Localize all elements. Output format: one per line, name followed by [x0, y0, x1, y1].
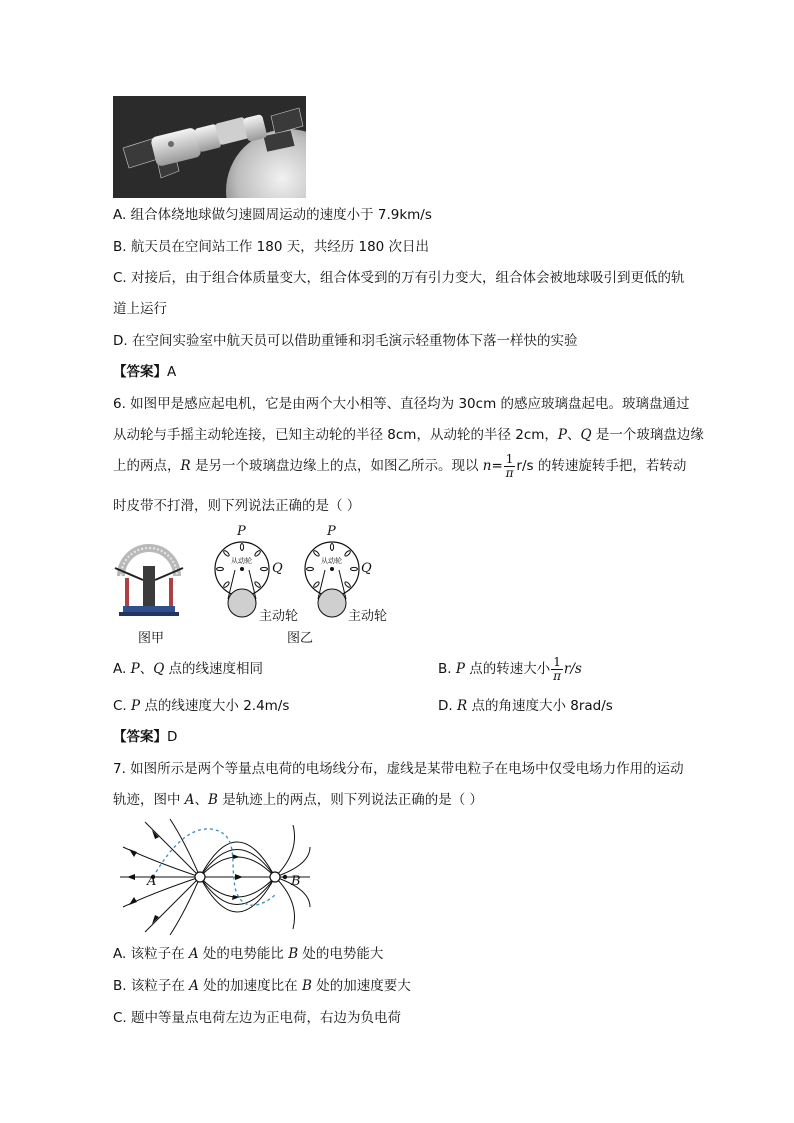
- symbol-b: B: [288, 946, 299, 962]
- q7-text: 是轨迹上的两点，则下列说法正确的是（ ）: [217, 792, 484, 808]
- option-label: D.: [438, 698, 457, 714]
- fraction-one-over-pi: [551, 656, 563, 683]
- option-label: C.: [113, 698, 132, 714]
- q7-stem-line2: [113, 790, 483, 810]
- symbol-r: R: [456, 698, 468, 714]
- q6-text: 从动轮与手摇主动轮连接，已知主动轮的半径 8cm，从动轮的半径 2cm，: [113, 427, 558, 443]
- caption-figure-jia: 图甲: [138, 631, 165, 646]
- label-driver-right: 主动轮: [348, 609, 388, 624]
- q6-text: 是另一个玻璃盘边缘上的点，如图乙所示。现以: [190, 458, 483, 474]
- symbol-a: A: [184, 792, 195, 808]
- label-driver-left: 主动轮: [259, 609, 299, 624]
- fraction-denominator: π: [553, 668, 562, 683]
- symbol-r: R: [180, 458, 191, 474]
- answer-tag: 【答案】: [113, 729, 167, 745]
- equals: =: [491, 458, 503, 474]
- symbol-n: n: [482, 458, 492, 474]
- q6-stem-line2: [113, 425, 704, 445]
- electric-field-diagram: [115, 817, 315, 937]
- option-text: 点的线速度相同: [164, 661, 264, 677]
- q5-option-b: B. 航天员在空间站工作 180 天，共经历 180 次日出: [113, 239, 430, 255]
- option-text: 处的电势能大: [298, 946, 384, 962]
- answer-tag: 【答案】: [113, 364, 167, 380]
- q5-option-c-line2: 道上运行: [113, 301, 167, 317]
- fraction-one-over-pi: [504, 453, 516, 480]
- q5-option-c-line1: C. 对接后，由于组合体质量变大，组合体受到的万有引力变大，组合体会被地球吸引到更低的轨: [113, 270, 685, 286]
- option-text: 点的线速度大小 2.4m/s: [140, 698, 290, 714]
- label-q-left: Q: [272, 561, 283, 576]
- symbol-p: P: [455, 661, 465, 677]
- q5-answer: [113, 362, 176, 382]
- fraction-numerator: 1: [505, 451, 514, 466]
- fraction-numerator: 1: [553, 654, 561, 669]
- separator: 、: [139, 661, 154, 677]
- right-charge: [270, 872, 280, 882]
- symbol-a: A: [188, 946, 199, 962]
- symbol-p: P: [557, 427, 567, 443]
- symbol-q: Q: [153, 661, 165, 677]
- q6-text: r/s 的转速旋转手把，若转动: [516, 458, 687, 474]
- symbol-p: P: [130, 661, 140, 677]
- q7-option-c: C. 题中等量点电荷左边为正电荷，右边为负电荷: [113, 1010, 402, 1026]
- caption-figure-yi: 图乙: [287, 631, 314, 646]
- label-a: A: [147, 874, 157, 889]
- left-charge: [195, 872, 205, 882]
- option-label: A.: [113, 661, 131, 677]
- separator: 、: [567, 427, 581, 443]
- q6-text: 是一个玻璃盘边缘: [591, 427, 704, 443]
- option-text: B. 该粒子在: [113, 978, 190, 994]
- q6-option-a: [113, 659, 263, 679]
- label-driven-left: 从动轮: [231, 557, 252, 565]
- q6-stem-line1: 6. 如图甲是感应起电机，它是由两个大小相等、直径均为 30cm 的感应玻璃盘起电。玻璃盘通过: [113, 396, 690, 412]
- label-driven-right: 从动轮: [321, 557, 342, 565]
- symbol-p: P: [131, 698, 141, 714]
- symbol-a: A: [189, 978, 199, 994]
- symbol-b: B: [301, 978, 312, 994]
- label-p-left: P: [237, 524, 246, 539]
- space-station-illustration: [113, 96, 306, 198]
- q7-option-b: [113, 976, 411, 996]
- electrostatic-machine-photo: [113, 538, 185, 618]
- q6-option-c: [113, 696, 289, 716]
- symbol-q: Q: [580, 427, 592, 443]
- option-text: 处的加速度比在: [198, 978, 302, 994]
- q5-option-a: A. 组合体绕地球做匀速圆周运动的速度小于 7.9km/s: [113, 207, 432, 223]
- q6-stem-line4: 时皮带不打滑，则下列说法正确的是（ ）: [113, 498, 361, 514]
- point-b: [283, 875, 287, 879]
- q7-stem-line1: 7. 如图所示是两个等量点电荷的电场线分布，虚线是某带电粒子在电场中仅受电场力作用的运动: [113, 761, 684, 777]
- machine-illustration: [113, 538, 185, 618]
- q7-option-a: [113, 944, 383, 964]
- q6-answer: [113, 727, 177, 747]
- option-text: 处的电势能比: [198, 946, 289, 962]
- space-station-photo: [113, 96, 306, 198]
- q6-stem-line3: [113, 451, 686, 481]
- q6-text: 上的两点，: [113, 458, 181, 474]
- symbol-b: B: [208, 792, 218, 808]
- label-q-right: Q: [361, 561, 372, 576]
- q7-text: 轨迹，图中: [113, 792, 185, 808]
- option-text: A. 该粒子在: [113, 946, 189, 962]
- fraction-denominator: π: [505, 465, 514, 480]
- option-text: 点的转速大小: [464, 661, 551, 677]
- q5-option-d: D. 在空间实验室中航天员可以借助重锤和羽毛演示轻重物体下落一样快的实验: [113, 333, 578, 349]
- label-b: B: [291, 874, 301, 889]
- label-p-right: P: [327, 524, 336, 539]
- answer-value: D: [167, 729, 178, 745]
- option-label: B.: [438, 661, 456, 677]
- q6-option-d: [438, 696, 613, 716]
- q6-option-b: [438, 654, 582, 684]
- option-text: 处的加速度要大: [311, 978, 411, 994]
- answer-value: A: [167, 364, 177, 380]
- option-text: 点的角速度大小 8rad/s: [467, 698, 613, 714]
- separator: 、: [194, 792, 209, 808]
- unit: r/s: [563, 661, 582, 677]
